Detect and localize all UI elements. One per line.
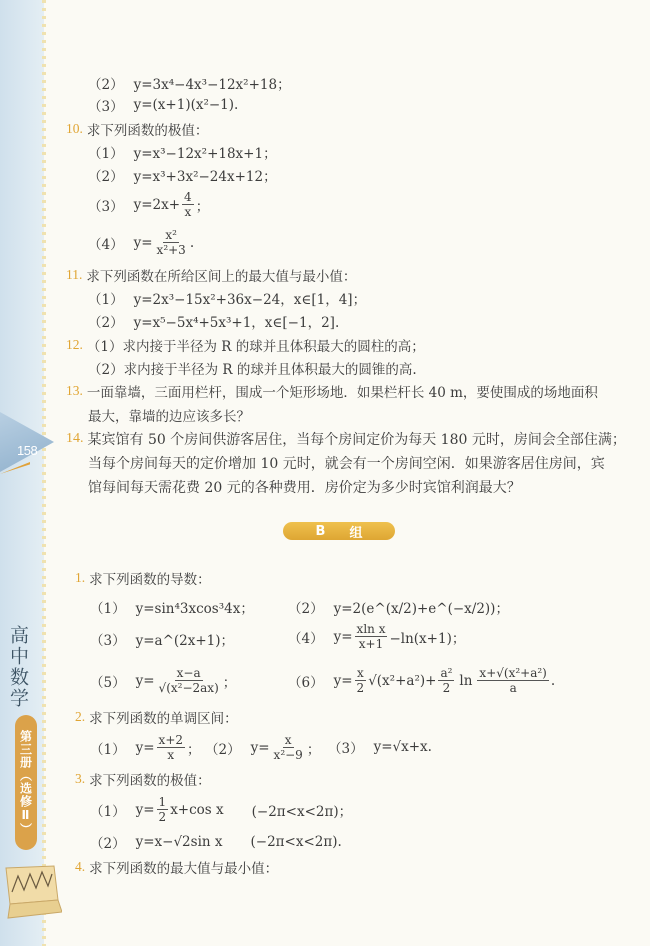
b-q1-item-1: （1） y=sin⁴3xcos³4x； bbox=[90, 601, 254, 617]
b-q2-item-2: （2） y= $\frac{x}{\text{x²−9}}$ ； bbox=[205, 733, 321, 762]
b-q4-heading: 4. 求下列函数的最大值与最小值： bbox=[75, 859, 279, 877]
q9-item-3: （3） y=(x+1)(x²−1). bbox=[88, 97, 239, 115]
volume-label: 第三册（选修Ⅱ） bbox=[15, 715, 37, 850]
page-number: 158 bbox=[17, 443, 38, 458]
q12-item-2: （2） 求内接于半径为 R 的球并且体积最大的圆锥的高. bbox=[88, 362, 417, 378]
q9-item-2: （2） y=3x⁴−4x³−12x²+18； bbox=[88, 77, 291, 93]
b-q2-heading: 2. 求下列函数的单调区间： bbox=[75, 709, 238, 727]
book-title: 高中数学 bbox=[7, 625, 29, 709]
q13-line-2: 最大，靠墙的边应该多长？ bbox=[88, 409, 250, 425]
group-b-badge: B 组 bbox=[283, 522, 395, 540]
q14-line-2: 当每个房间每天的定价增加 10 元时，就会有一个房间空闲．如果游客居住房间，宾 bbox=[88, 456, 605, 472]
b-q3-item-1: （1） y= $\frac{1}{2}$ x+cos x (−2π<x<2π)； bbox=[90, 795, 353, 824]
b-q1-heading: 1. 求下列函数的导数： bbox=[75, 570, 211, 588]
q14-line-3: 馆每间每天需花费 20 元的各种费用．房价定为多少时宾馆利润最大？ bbox=[88, 480, 521, 496]
q11-item-2: （2） y=x⁵−5x⁴+5x³+1，x∈[−1，2]. bbox=[88, 315, 340, 331]
b-q1-item-5: （5） y= $\frac{x-a}{\text{√(x²−2ax)}}$ ； bbox=[90, 666, 237, 695]
b-q1-item-6: （6） y= $\frac{x}{2}$ √(x²+a²)+ $\frac{\text{a²}}{2}$ ln $\frac{\text{x+√(x²+a²)}}{a}$ . bbox=[288, 666, 556, 695]
q12-item-1: 12. （1） 求内接于半径为 R 的球并且体积最大的圆柱的高； bbox=[66, 337, 425, 355]
q10-item-2: （2） y=x³+3x²−24x+12； bbox=[88, 169, 277, 185]
q10-item-4: （4） y= $\frac{\text{x²}}{\text{x²+3}}$ . bbox=[88, 228, 195, 257]
b-q2-item-3: （3） y=√x+x. bbox=[328, 739, 432, 757]
b-q2-item-1: （1） y= $\frac{x+2}{x}$ ； bbox=[90, 733, 201, 762]
q10-item-1: （1） y=x³−12x²+18x+1； bbox=[88, 146, 277, 162]
b-q1-item-4: （4） y= $\frac{\text{xln x}}{x+1}$ −ln(x+1)； bbox=[288, 622, 466, 651]
laptop-icon bbox=[2, 860, 62, 920]
q11-heading: 11. 求下列函数在所给区间上的最大值与最小值： bbox=[66, 267, 357, 285]
b-q3-item-2: （2） y=x−√2sin x (−2π<x<2π). bbox=[90, 834, 342, 852]
margin-dotted-line bbox=[42, 0, 46, 946]
b-q1-item-3: （3） y=a^(2x+1)； bbox=[90, 633, 235, 649]
b-q1-item-2: （2） y=2(e^(x/2)+e^(−x/2))； bbox=[288, 601, 509, 617]
q14-line-1: 14. 某宾馆有 50 个房间供游客居住，当每个房间定价为每天 180 元时，房间会全部住满； bbox=[66, 431, 626, 448]
b-q3-heading: 3. 求下列函数的极值： bbox=[75, 771, 211, 789]
q10-heading: 10. 求下列函数的极值： bbox=[66, 121, 209, 139]
q13-line-1: 13. 一面靠墙，三面用栏杆，围成一个矩形场地．如果栏杆长 40 m，要使围成的场地面积 bbox=[66, 383, 598, 401]
q11-item-1: （1） y=2x³−15x²+36x−24，x∈[1，4]； bbox=[88, 292, 367, 308]
q10-item-3: （3） y=2x+ $\frac{4}{x}$ ； bbox=[88, 190, 210, 219]
